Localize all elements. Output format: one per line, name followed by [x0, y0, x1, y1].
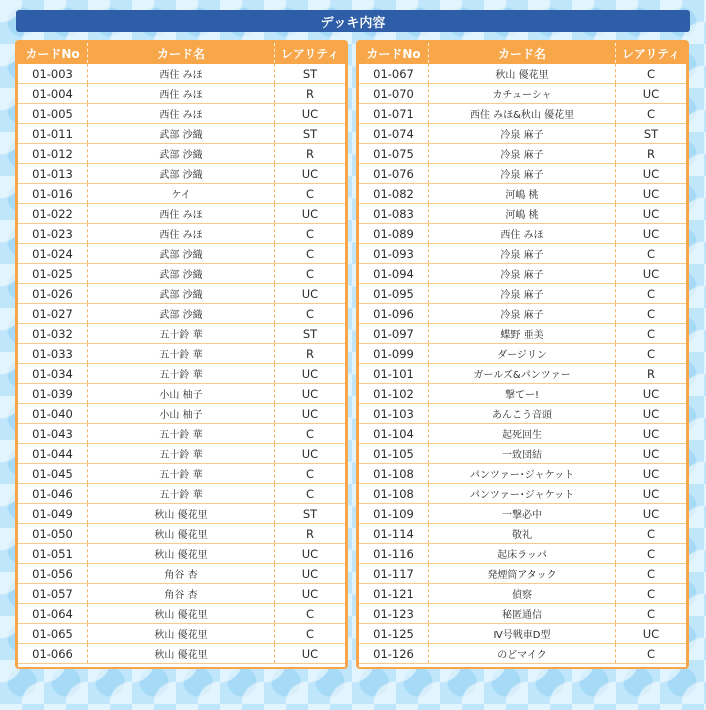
header-card-name: カード名	[429, 43, 616, 63]
table-row	[359, 584, 686, 604]
card-no-cell: 01-032	[18, 324, 88, 343]
table-row	[359, 444, 686, 464]
rarity-cell: UC	[642, 206, 660, 221]
card-name-cell: 角谷 杏	[88, 584, 275, 603]
rarity-cell: UC	[301, 566, 319, 581]
card-name-cell: 一致団結	[429, 444, 616, 463]
card-name-cell: 秋山 優花里	[88, 624, 275, 643]
card-name-cell: 秋山 優花里	[88, 544, 275, 563]
card-name-cell: 小山 柚子	[88, 384, 275, 403]
card-table-left	[15, 40, 348, 669]
rarity-cell: UC	[642, 626, 660, 641]
table-row	[18, 524, 345, 544]
card-name-cell: 偵察	[429, 584, 616, 603]
card-no-cell: 01-070	[359, 84, 429, 103]
card-no-cell: 01-082	[359, 184, 429, 203]
card-no-cell: 01-116	[359, 544, 429, 563]
table-row	[359, 64, 686, 84]
table-body	[18, 64, 345, 667]
card-table-right	[356, 40, 689, 669]
table-row	[18, 204, 345, 224]
card-name-cell: 五十鈴 華	[88, 464, 275, 483]
table-row	[359, 284, 686, 304]
rarity-cell: ST	[643, 126, 659, 141]
table-row	[18, 104, 345, 124]
rarity-cell: C	[646, 346, 656, 361]
header-card-no: カードNo	[18, 43, 88, 63]
rarity-cell: UC	[301, 366, 319, 381]
card-no-cell: 01-005	[18, 104, 88, 123]
card-no-cell: 01-101	[359, 364, 429, 383]
card-no-cell: 01-121	[359, 584, 429, 603]
card-no-cell: 01-049	[18, 504, 88, 523]
card-no-cell: 01-044	[18, 444, 88, 463]
card-no-cell: 01-033	[18, 344, 88, 363]
card-no-cell: 01-016	[18, 184, 88, 203]
card-no-cell: 01-024	[18, 244, 88, 263]
rarity-cell: UC	[642, 386, 660, 401]
card-name-cell: 敬礼	[429, 524, 616, 543]
rarity-cell: UC	[301, 106, 319, 121]
card-name-cell: 冷泉 麻子	[429, 244, 616, 263]
card-name-cell: 武部 沙織	[88, 304, 275, 323]
table-row	[359, 244, 686, 264]
card-no-cell: 01-126	[359, 644, 429, 663]
rarity-cell: C	[646, 526, 656, 541]
header-rarity: レアリティ	[621, 46, 681, 61]
rarity-cell: C	[305, 426, 315, 441]
card-name-cell: 角谷 杏	[88, 564, 275, 583]
card-name-cell: 冷泉 麻子	[429, 124, 616, 143]
table-row	[359, 304, 686, 324]
table-row	[359, 324, 686, 344]
card-name-cell: 五十鈴 華	[88, 324, 275, 343]
rarity-cell: UC	[301, 586, 319, 601]
rarity-cell: R	[647, 366, 655, 381]
rarity-cell: UC	[301, 406, 319, 421]
rarity-cell: UC	[642, 506, 660, 521]
card-no-cell: 01-056	[18, 564, 88, 583]
card-no-cell: 01-022	[18, 204, 88, 223]
table-row	[18, 544, 345, 564]
header-card-no: カードNo	[359, 43, 429, 63]
card-no-cell: 01-026	[18, 284, 88, 303]
table-row	[359, 164, 686, 184]
card-name-cell: 冷泉 麻子	[429, 264, 616, 283]
card-no-cell: 01-075	[359, 144, 429, 163]
rarity-cell: UC	[301, 446, 319, 461]
table-row	[18, 444, 345, 464]
table-row	[18, 64, 345, 84]
rarity-cell: C	[646, 286, 656, 301]
card-no-cell: 01-117	[359, 564, 429, 583]
card-name-cell: 一撃必中	[429, 504, 616, 523]
card-no-cell: 01-051	[18, 544, 88, 563]
rarity-cell: UC	[642, 426, 660, 441]
table-row	[18, 164, 345, 184]
card-name-cell: ケイ	[88, 184, 275, 203]
table-row	[18, 484, 345, 504]
card-no-cell: 01-097	[359, 324, 429, 343]
table-row	[359, 604, 686, 624]
card-name-cell: 蝶野 亜美	[429, 324, 616, 343]
rarity-cell: UC	[642, 486, 660, 501]
table-row	[359, 104, 686, 124]
table-row	[359, 644, 686, 664]
rarity-cell: UC	[642, 86, 660, 101]
table-row	[18, 324, 345, 344]
card-name-cell: 発煙筒アタック	[429, 564, 616, 583]
card-name-cell: 西住 みほ	[88, 64, 275, 83]
table-row	[18, 264, 345, 284]
table-row	[359, 544, 686, 564]
table-row	[18, 584, 345, 604]
rarity-cell: UC	[642, 166, 660, 181]
table-row	[359, 144, 686, 164]
card-name-cell: 西住 みほ	[88, 84, 275, 103]
table-row	[359, 524, 686, 544]
card-no-cell: 01-046	[18, 484, 88, 503]
card-name-cell: のどマイク	[429, 644, 616, 663]
table-row	[359, 424, 686, 444]
rarity-cell: UC	[301, 206, 319, 221]
card-no-cell: 01-104	[359, 424, 429, 443]
card-name-cell: カチューシャ	[429, 84, 616, 103]
rarity-cell: C	[305, 186, 315, 201]
card-no-cell: 01-109	[359, 504, 429, 523]
table-row	[18, 304, 345, 324]
table-row	[18, 424, 345, 444]
card-name-cell: ダージリン	[429, 344, 616, 363]
card-name-cell: 小山 柚子	[88, 404, 275, 423]
card-no-cell: 01-094	[359, 264, 429, 283]
card-name-cell: 起床ラッパ	[429, 544, 616, 563]
table-row	[18, 404, 345, 424]
rarity-cell: ST	[302, 126, 318, 141]
card-no-cell: 01-089	[359, 224, 429, 243]
card-no-cell: 01-043	[18, 424, 88, 443]
card-no-cell: 01-034	[18, 364, 88, 383]
card-name-cell: 冷泉 麻子	[429, 144, 616, 163]
table-body	[359, 64, 686, 667]
table-row	[18, 224, 345, 244]
card-name-cell: Ⅳ号戦車D型	[429, 624, 616, 643]
rarity-cell: C	[646, 546, 656, 561]
rarity-cell: C	[646, 606, 656, 621]
table-row	[359, 204, 686, 224]
card-no-cell: 01-003	[18, 64, 88, 83]
card-name-cell: 西住 みほ	[88, 204, 275, 223]
card-no-cell: 01-067	[359, 64, 429, 83]
rarity-cell: R	[306, 346, 314, 361]
card-name-cell: 五十鈴 華	[88, 424, 275, 443]
rarity-cell: UC	[642, 406, 660, 421]
card-name-cell: 秋山 優花里	[88, 504, 275, 523]
rarity-cell: C	[305, 606, 315, 621]
table-row	[359, 344, 686, 364]
table-row	[18, 364, 345, 384]
card-name-cell: 秋山 優花里	[88, 524, 275, 543]
rarity-cell: ST	[302, 506, 318, 521]
rarity-cell: UC	[301, 286, 319, 301]
card-no-cell: 01-074	[359, 124, 429, 143]
rarity-cell: C	[305, 226, 315, 241]
rarity-cell: R	[647, 146, 655, 161]
table-row	[359, 184, 686, 204]
card-no-cell: 01-013	[18, 164, 88, 183]
card-no-cell: 01-076	[359, 164, 429, 183]
card-no-cell: 01-108	[359, 464, 429, 483]
card-name-cell: 西住 みほ	[88, 224, 275, 243]
table-row	[18, 244, 345, 264]
card-no-cell: 01-012	[18, 144, 88, 163]
table-row	[359, 264, 686, 284]
card-no-cell: 01-095	[359, 284, 429, 303]
card-name-cell: 河嶋 桃	[429, 204, 616, 223]
card-no-cell: 01-057	[18, 584, 88, 603]
card-no-cell: 01-093	[359, 244, 429, 263]
card-name-cell: 秋山 優花里	[429, 64, 616, 83]
card-no-cell: 01-023	[18, 224, 88, 243]
card-name-cell: 西住 みほ	[88, 104, 275, 123]
card-no-cell: 01-105	[359, 444, 429, 463]
table-row	[18, 564, 345, 584]
rarity-cell: C	[305, 486, 315, 501]
table-row	[18, 344, 345, 364]
table-row	[359, 364, 686, 384]
card-no-cell: 01-065	[18, 624, 88, 643]
card-name-cell: 五十鈴 華	[88, 344, 275, 363]
card-name-cell: 西住 みほ	[429, 224, 616, 243]
card-name-cell: 起死回生	[429, 424, 616, 443]
card-no-cell: 01-125	[359, 624, 429, 643]
card-name-cell: 西住 みほ&秋山 優花里	[429, 104, 616, 123]
card-name-cell: 冷泉 麻子	[429, 284, 616, 303]
card-no-cell: 01-050	[18, 524, 88, 543]
card-name-cell: 五十鈴 華	[88, 444, 275, 463]
table-row	[18, 144, 345, 164]
card-no-cell: 01-027	[18, 304, 88, 323]
rarity-cell: UC	[301, 546, 319, 561]
card-no-cell: 01-083	[359, 204, 429, 223]
rarity-cell: C	[646, 566, 656, 581]
rarity-cell: C	[646, 246, 656, 261]
card-name-cell: ガールズ&パンツァー	[429, 364, 616, 383]
card-name-cell: 武部 沙織	[88, 124, 275, 143]
rarity-cell: UC	[642, 466, 660, 481]
card-name-cell: 冷泉 麻子	[429, 164, 616, 183]
table-row	[359, 124, 686, 144]
rarity-cell: ST	[302, 66, 318, 81]
table-row	[18, 184, 345, 204]
card-name-cell: 武部 沙織	[88, 264, 275, 283]
card-no-cell: 01-096	[359, 304, 429, 323]
rarity-cell: C	[305, 246, 315, 261]
table-row	[359, 564, 686, 584]
card-no-cell: 01-071	[359, 104, 429, 123]
table-row	[359, 224, 686, 244]
card-name-cell: 武部 沙織	[88, 244, 275, 263]
rarity-cell: C	[646, 306, 656, 321]
card-name-cell: 武部 沙織	[88, 284, 275, 303]
card-no-cell: 01-011	[18, 124, 88, 143]
rarity-cell: R	[306, 526, 314, 541]
card-name-cell: 五十鈴 華	[88, 484, 275, 503]
table-row	[359, 404, 686, 424]
rarity-cell: C	[646, 326, 656, 341]
card-name-cell: 撃てー!	[429, 384, 616, 403]
card-no-cell: 01-025	[18, 264, 88, 283]
table-row	[18, 384, 345, 404]
card-no-cell: 01-039	[18, 384, 88, 403]
card-name-cell: 五十鈴 華	[88, 364, 275, 383]
card-name-cell: 秋山 優花里	[88, 644, 275, 663]
card-no-cell: 01-045	[18, 464, 88, 483]
card-name-cell: 武部 沙織	[88, 164, 275, 183]
table-row	[18, 284, 345, 304]
card-name-cell: パンツァー･ジャケット	[429, 484, 616, 503]
table-header	[18, 43, 345, 63]
rarity-cell: R	[306, 86, 314, 101]
rarity-cell: C	[305, 306, 315, 321]
rarity-cell: UC	[301, 646, 319, 661]
table-row	[359, 384, 686, 404]
card-name-cell: パンツァー･ジャケット	[429, 464, 616, 483]
table-row	[18, 124, 345, 144]
rarity-cell: UC	[642, 226, 660, 241]
card-no-cell: 01-114	[359, 524, 429, 543]
table-row	[359, 624, 686, 644]
rarity-cell: C	[646, 586, 656, 601]
rarity-cell: UC	[642, 266, 660, 281]
table-row	[18, 504, 345, 524]
table-row	[18, 644, 345, 664]
table-header	[359, 43, 686, 63]
card-no-cell: 01-102	[359, 384, 429, 403]
rarity-cell: UC	[642, 186, 660, 201]
rarity-cell: C	[646, 106, 656, 121]
table-row	[18, 464, 345, 484]
card-no-cell: 01-099	[359, 344, 429, 363]
card-no-cell: 01-040	[18, 404, 88, 423]
rarity-cell: UC	[642, 446, 660, 461]
table-row	[359, 84, 686, 104]
card-no-cell: 01-066	[18, 644, 88, 663]
card-name-cell: 河嶋 桃	[429, 184, 616, 203]
table-row	[18, 84, 345, 104]
rarity-cell: ST	[302, 326, 318, 341]
rarity-cell: UC	[301, 386, 319, 401]
header-rarity: レアリティ	[280, 46, 340, 61]
deck-title: デッキ内容	[16, 10, 690, 32]
rarity-cell: C	[305, 466, 315, 481]
rarity-cell: UC	[301, 166, 319, 181]
table-row	[359, 464, 686, 484]
table-row	[359, 484, 686, 504]
card-name-cell: 秘匿通信	[429, 604, 616, 623]
card-no-cell: 01-123	[359, 604, 429, 623]
card-no-cell: 01-004	[18, 84, 88, 103]
card-name-cell: あんこう音頭	[429, 404, 616, 423]
rarity-cell: C	[646, 66, 656, 81]
card-name-cell: 秋山 優花里	[88, 604, 275, 623]
table-row	[18, 604, 345, 624]
header-card-name: カード名	[88, 43, 275, 63]
rarity-cell: C	[646, 646, 656, 661]
card-name-cell: 武部 沙織	[88, 144, 275, 163]
card-no-cell: 01-064	[18, 604, 88, 623]
rarity-cell: R	[306, 146, 314, 161]
rarity-cell: C	[305, 626, 315, 641]
rarity-cell: C	[305, 266, 315, 281]
table-row	[359, 504, 686, 524]
card-name-cell: 冷泉 麻子	[429, 304, 616, 323]
table-row	[18, 624, 345, 644]
card-no-cell: 01-103	[359, 404, 429, 423]
card-no-cell: 01-108	[359, 484, 429, 503]
